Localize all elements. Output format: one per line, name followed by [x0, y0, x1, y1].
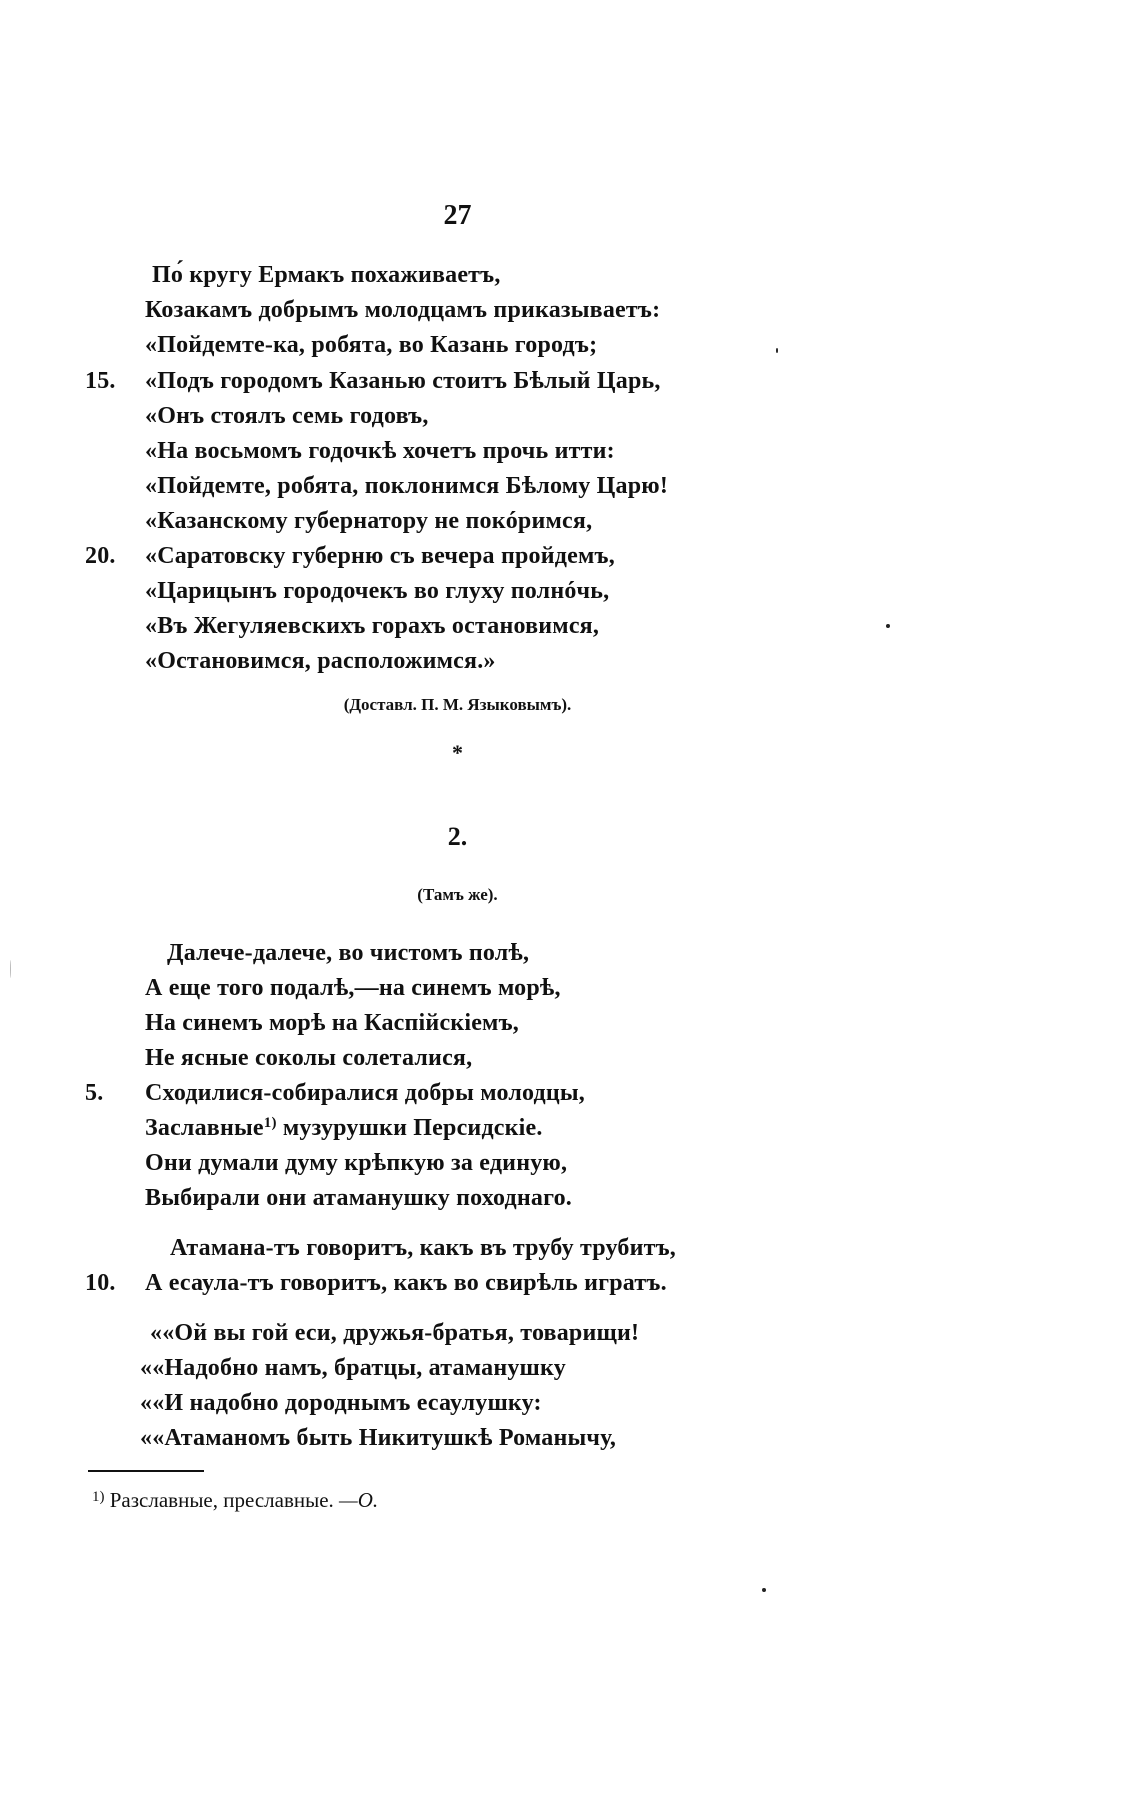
poem-line: [145, 975, 561, 1002]
line-text: ««И надобно дороднымъ есаулушку:: [140, 1390, 542, 1416]
poem-line: [145, 648, 496, 675]
poem-line: [140, 1425, 616, 1452]
line-text: Заславные: [145, 1115, 264, 1141]
line-text: «Саратовску губерню съ вечера пройдемъ,: [145, 543, 615, 569]
line-text: А есаула-тъ говоритъ, какъ во свирѣль игратъ.: [145, 1270, 667, 1296]
poem-line: [145, 438, 615, 465]
line-text: Атамана-тъ говоритъ, какъ въ трубу трубитъ,: [170, 1235, 676, 1261]
scan-speck: [762, 1588, 766, 1592]
line-text: Сходилися-собиралися добры молодцы,: [145, 1080, 586, 1106]
line-text: «Царицынъ городочекъ во глуху полнóчь,: [145, 578, 610, 604]
line-text: Далече-далече, во чистомъ полѣ,: [167, 940, 530, 966]
line-number: 10.: [85, 1270, 116, 1296]
line-text-continued: музурушки Персидскіе.: [276, 1115, 543, 1141]
footnote-reference: 1): [263, 1115, 277, 1131]
scan-speck: [886, 624, 890, 628]
poem-line: [145, 473, 668, 500]
poem-line: [140, 1390, 542, 1417]
line-text: Выбирали они атаманушку походнаго.: [145, 1185, 572, 1211]
line-text: Не ясные соколы солеталися,: [145, 1045, 473, 1071]
poem-line: [145, 1150, 567, 1177]
line-text: ««Надобно намъ, братцы, атаманушку: [140, 1355, 566, 1381]
footnote-rule: [88, 1470, 204, 1472]
footnote: [92, 1488, 378, 1513]
poem-line: [85, 543, 615, 570]
line-text: «Онъ стоялъ семь годовъ,: [145, 403, 429, 429]
separator-star: *: [452, 740, 463, 765]
page-number: 27: [443, 200, 472, 231]
line-number: 20.: [85, 543, 116, 569]
poem-line: [145, 332, 597, 359]
poem-line: [85, 1270, 667, 1297]
poem-line: [145, 1045, 472, 1072]
line-text: «Пойдемте, робята, поклонимся Бѣлому Царю!: [145, 473, 669, 499]
scan-speck: [776, 348, 778, 353]
poem-line: [170, 1235, 676, 1262]
poem-line: [145, 297, 660, 324]
line-text: ««Ой вы гой еси, дружья-братья, товарищи!: [150, 1320, 640, 1346]
line-text: Козакамъ добрымъ молодцамъ приказываетъ:: [145, 297, 661, 323]
line-text: Они думали думу крѣпкую за единую,: [145, 1150, 568, 1176]
line-text: «Остановимся, расположимся.»: [145, 648, 496, 674]
poem-1-source: (Доставл. П. М. Языковымъ).: [343, 695, 572, 714]
line-text: «Казанскому губернатору не покóримся,: [145, 508, 593, 534]
poem-line: [145, 403, 429, 430]
line-text: А еще того подалѣ,—на синемъ морѣ,: [145, 975, 561, 1001]
section-2-number: 2.: [447, 822, 468, 851]
footnote-signature: —О.: [339, 1488, 379, 1512]
line-number: 15.: [85, 368, 116, 394]
line-text: На синемъ морѣ на Каспійскіемъ,: [145, 1010, 519, 1036]
line-text: ««Атаманомъ быть Никитушкѣ Романычу,: [140, 1425, 617, 1451]
scan-speck: [10, 960, 11, 978]
line-text: «Пойдемте-ка, робята, во Казань городъ;: [145, 332, 598, 358]
poem-line: [145, 1115, 543, 1142]
line-text: «На восьмомъ годочкѣ хочетъ прочь итти:: [145, 438, 615, 464]
line-text: По́ кругу Ермакъ похаживаетъ,: [152, 262, 501, 288]
poem-line: [167, 940, 529, 967]
poem-line: [145, 1010, 519, 1037]
poem-line: [85, 368, 661, 395]
section-2-subtitle: (Тамъ же).: [417, 885, 498, 904]
poem-line: [145, 508, 592, 535]
poem-line: [152, 262, 501, 289]
footnote-text: Разславные, преславные.: [104, 1488, 340, 1512]
line-text: «Въ Жегуляевскихъ горахъ остановимся,: [145, 613, 600, 639]
poem-line: [150, 1320, 639, 1347]
footnote-mark: 1): [92, 1489, 105, 1505]
line-number: 5.: [85, 1080, 104, 1106]
poem-line: [145, 613, 599, 640]
poem-line: [85, 1080, 586, 1107]
poem-line: [140, 1355, 566, 1382]
poem-line: [145, 1185, 572, 1212]
poem-line: [145, 578, 609, 605]
line-text: «Подъ городомъ Казанью стоитъ Бѣлый Царь,: [145, 368, 661, 394]
